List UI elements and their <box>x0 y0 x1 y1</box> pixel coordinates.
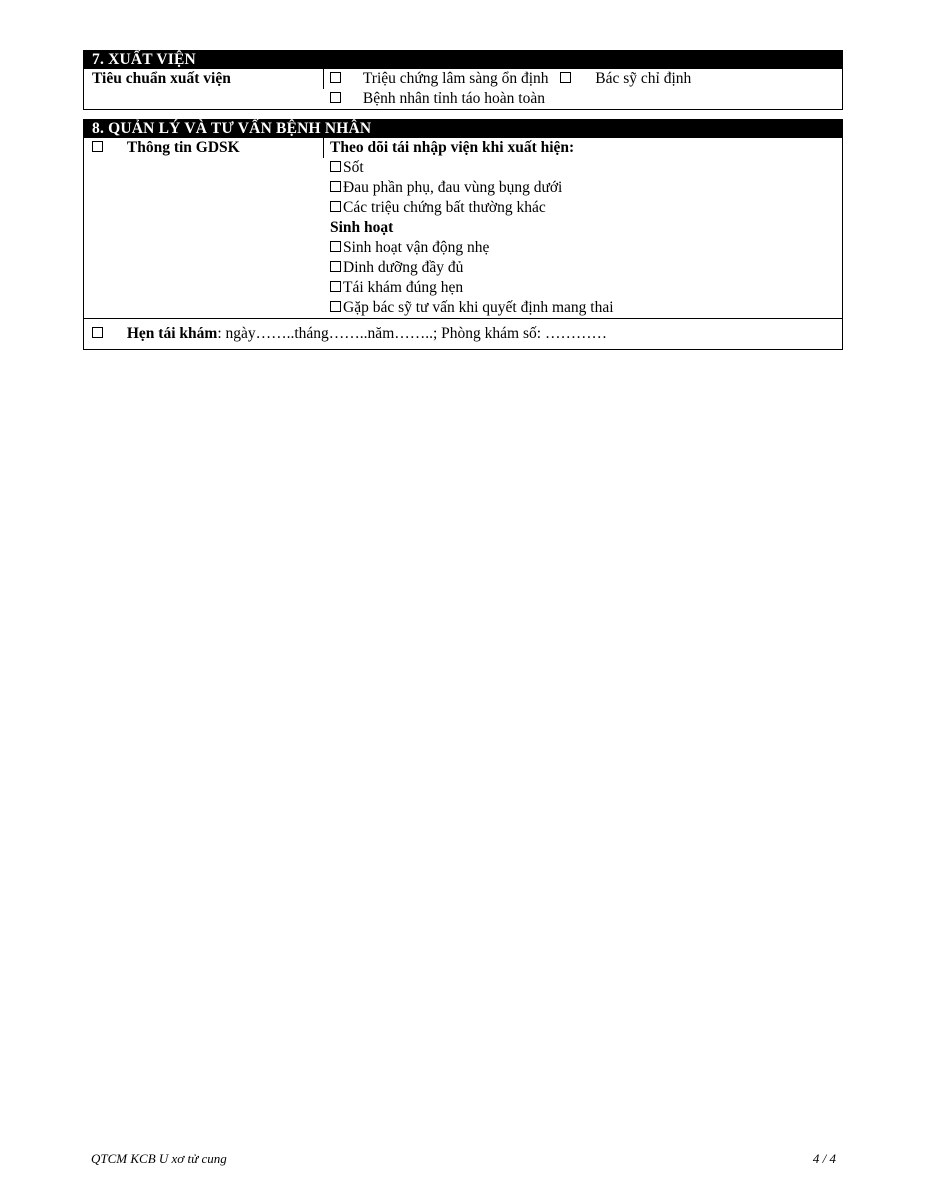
living-item <box>330 258 842 278</box>
checkbox-fever[interactable] <box>330 161 341 172</box>
health-education-cell <box>84 138 324 158</box>
checkbox-nutrition[interactable] <box>330 261 341 272</box>
followup-item <box>330 178 842 198</box>
health-education-label: Thông tin GDSK <box>126 139 240 156</box>
appointment-label: Hẹn tái khám <box>126 325 218 342</box>
checkbox-stable-symptoms[interactable] <box>330 72 341 83</box>
section-discharge-title: 7. XUẤT VIỆN <box>84 51 842 69</box>
appointment-details: : ngày……..tháng……..năm……..; Phòng khám số: ………… <box>217 325 607 342</box>
followup-heading: Theo dõi tái nhập viện khi xuất hiện: <box>330 139 575 156</box>
living-item <box>330 278 842 298</box>
doctor-order-label: Bác sỹ chỉ định <box>595 70 692 87</box>
pelvic-pain-label: Đau phần phụ, đau vùng bụng dưới <box>343 179 563 196</box>
discharge-criteria-label: Tiêu chuẩn xuất viện <box>84 69 324 89</box>
checkbox-pelvic-pain[interactable] <box>330 181 341 192</box>
section-patient-counseling <box>83 119 843 350</box>
discharge-criteria-row <box>84 69 842 109</box>
nutrition-label: Dinh dưỡng đầy đủ <box>343 259 464 276</box>
section-discharge <box>83 50 843 110</box>
section-counseling-title: 8. QUẢN LÝ VÀ TƯ VẤN BỆNH NHÂN <box>84 120 842 138</box>
checkbox-appointment[interactable] <box>92 327 103 338</box>
footer-document-title: QTCM KCB U xơ tử cung <box>91 1151 227 1166</box>
appointment-row <box>84 318 842 349</box>
stable-symptoms-label: Triệu chứng lâm sàng ổn định <box>362 70 549 87</box>
footer-page-number: 4 / 4 <box>812 1151 836 1166</box>
health-education-row <box>84 138 842 318</box>
checkbox-fully-alert[interactable] <box>330 92 341 103</box>
checkbox-health-education[interactable] <box>92 141 103 152</box>
light-activity-label: Sinh hoạt vận động nhẹ <box>343 239 490 256</box>
checkbox-pregnancy-consult[interactable] <box>330 301 341 312</box>
fully-alert-label: Bệnh nhân tỉnh táo hoàn toàn <box>362 90 545 107</box>
discharge-option-row-2 <box>330 89 842 109</box>
followup-item <box>330 158 842 178</box>
checkbox-light-activity[interactable] <box>330 241 341 252</box>
living-heading: Sinh hoạt <box>330 219 394 236</box>
checkbox-doctor-order[interactable] <box>560 72 571 83</box>
fever-label: Sốt <box>343 159 364 176</box>
living-item <box>330 298 842 318</box>
checkbox-revisit-on-time[interactable] <box>330 281 341 292</box>
other-symptoms-label: Các triệu chứng bất thường khác <box>343 199 546 216</box>
discharge-option-row-1 <box>330 69 842 89</box>
pregnancy-consult-label: Gặp bác sỹ tư vấn khi quyết định mang thai <box>343 299 614 316</box>
living-item <box>330 238 842 258</box>
checkbox-other-symptoms[interactable] <box>330 201 341 212</box>
followup-item <box>330 198 842 218</box>
revisit-on-time-label: Tái khám đúng hẹn <box>343 279 464 296</box>
